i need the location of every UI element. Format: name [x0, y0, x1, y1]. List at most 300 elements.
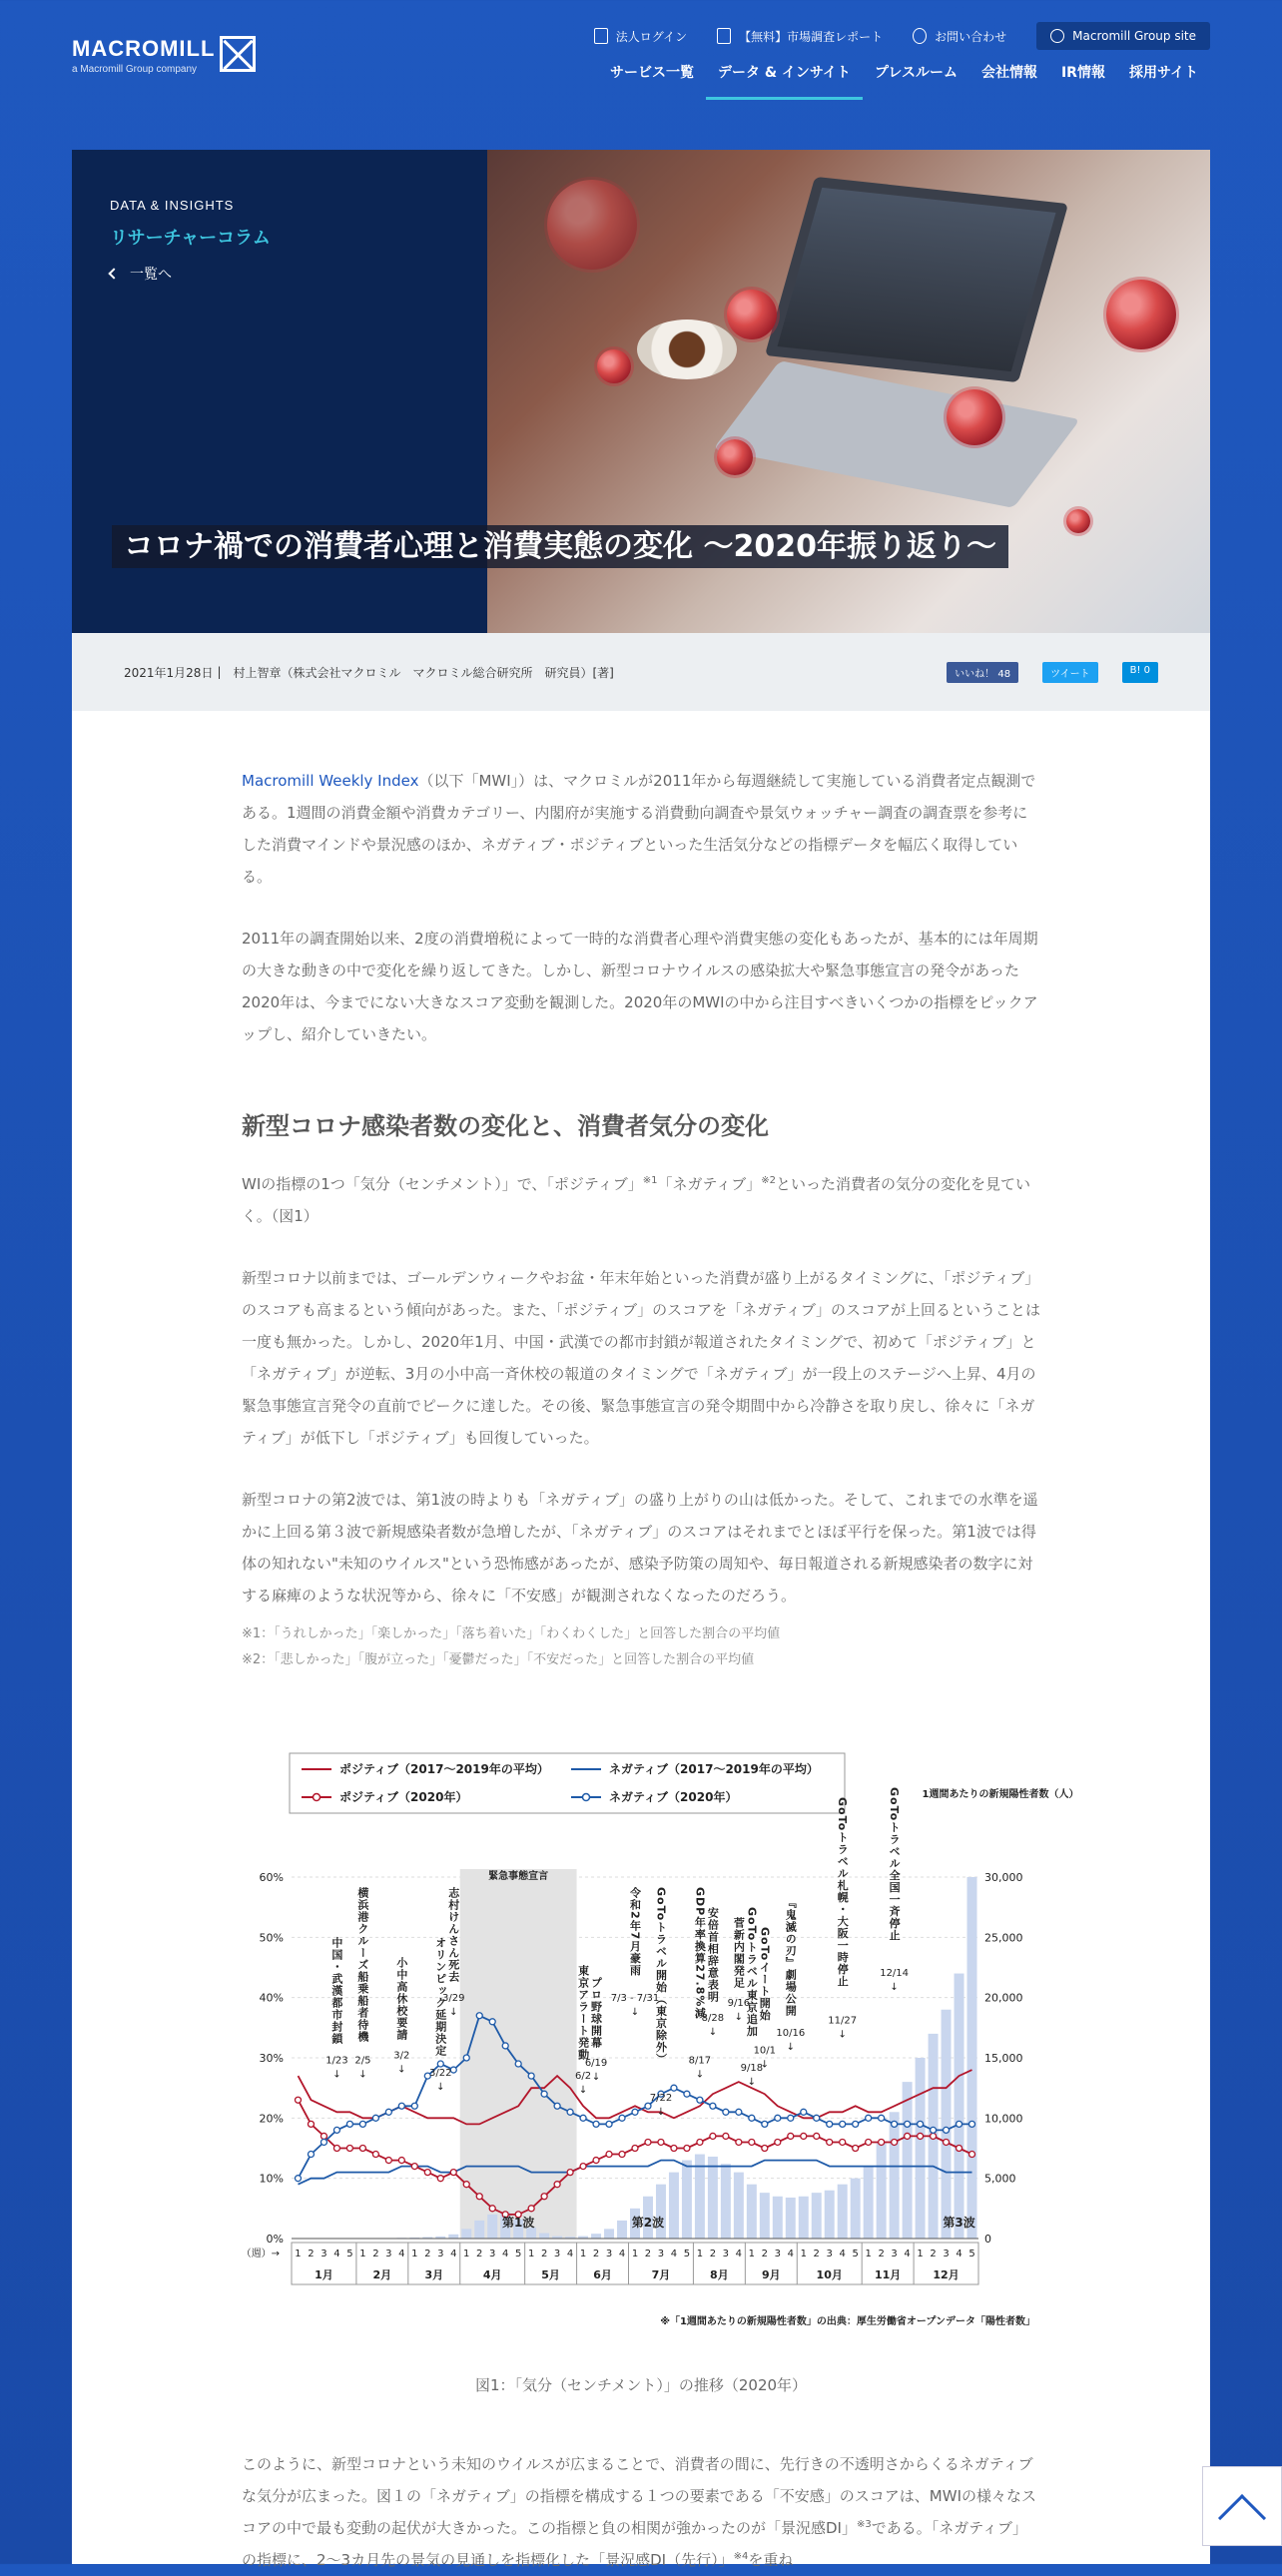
x-week-tick: 2 — [476, 2249, 482, 2259]
report-link[interactable] — [717, 28, 883, 45]
event-annotation-4: 志村けんさん死去 — [447, 1886, 460, 1983]
event-arrow-11: ↓ — [735, 2012, 743, 2023]
x-week-tick: 3 — [943, 2249, 949, 2259]
macromill-logo[interactable] — [72, 36, 215, 75]
event-annotation-14: 『鬼滅の刃』劇場公開 — [784, 1897, 798, 2017]
sentiment-chart — [242, 1747, 1040, 2346]
event-date-7: 7/3 - 7/31 — [611, 1993, 660, 2004]
event-date-0: 1/23 — [325, 2056, 347, 2067]
case-bar — [799, 2197, 809, 2239]
paragraph-6 — [242, 2448, 1040, 2576]
wave-label-0: 第1波 — [502, 2215, 534, 2230]
coffee-cup-illustration — [637, 320, 737, 379]
x-week-tick: 1 — [697, 2249, 703, 2259]
negative-2020-line-point — [411, 2103, 417, 2109]
event-annotation-5: 東京アラート発動 — [577, 1964, 590, 2061]
event-arrow-0: ↓ — [332, 2070, 340, 2081]
nav-recruit[interactable]: 採用サイト — [1117, 62, 1210, 100]
y-right-tick-5: 25,000 — [984, 1931, 1023, 1944]
article-content — [242, 765, 1040, 1673]
x-week-tick: 1 — [463, 2249, 469, 2259]
chart-source-note: ※「1週間あたりの新規陽性者数」の出典：厚生労働省オープンデータ「陽性者数」 — [660, 2314, 1035, 2327]
footnote-ref-4: ※4 — [734, 2551, 749, 2562]
back-to-list-link[interactable] — [110, 264, 172, 284]
negative-2020-line-point — [879, 2115, 885, 2121]
share-buttons — [947, 662, 1158, 683]
virus-illustration — [547, 180, 637, 270]
event-date-9: 8/17 — [689, 2056, 711, 2067]
negative-2020-line-point — [476, 2013, 482, 2019]
footnote-2: ※2：「悲しかった」「腹が立った」「憂鬱だった」「不安だった」と回答した割合の平均値 — [242, 1647, 1040, 1673]
nav-ir[interactable]: IR情報 — [1049, 62, 1117, 100]
case-bar — [617, 2221, 627, 2239]
negative-2020-line-point — [502, 2043, 508, 2049]
hero-category: DATA & INSIGHTS — [110, 198, 234, 213]
x-week-tick: 4 — [956, 2249, 962, 2259]
positive-2020-line-point — [905, 2133, 911, 2139]
negative-2020-line-point — [697, 2097, 703, 2103]
negative-2020-line-point — [554, 2103, 560, 2109]
x-week-tick: 1 — [359, 2249, 365, 2259]
nav-data-insights[interactable]: データ & インサイト — [706, 62, 863, 100]
x-month-tick-9: 10月 — [817, 2268, 843, 2281]
negative-2020-line-point — [333, 2127, 339, 2133]
x-week-tick: 3 — [658, 2249, 664, 2259]
site-header — [0, 0, 1282, 150]
event-arrow-16: ↓ — [890, 1982, 898, 1993]
event-date-3: 3/22 — [429, 2068, 451, 2079]
positive-2020-line-point — [918, 2133, 924, 2139]
negative-2020-line-point — [489, 2019, 495, 2025]
positive-2020-line-point — [827, 2139, 833, 2145]
case-bar — [708, 2157, 718, 2239]
x-week-tick: 3 — [320, 2249, 326, 2259]
tweet-button[interactable]: ツイート — [1042, 662, 1098, 683]
event-date-2: 3/2 — [393, 2051, 409, 2062]
virus-illustration — [1106, 280, 1176, 349]
x-week-tick: 2 — [762, 2249, 768, 2259]
positive-2020-line-point — [944, 2139, 950, 2145]
y-right-tick-1: 5,000 — [984, 2173, 1016, 2186]
event-date-13: 10/1 — [754, 2046, 776, 2057]
paragraph-2: 2011年の調査開始以来、2度の消費増税によって一時的な消費者心理や消費実態の変化もあったが、基本的には年周期の大きな動きの中で変化を繰り返してきた。しかし、新型コロナウイルスの感染拡大や緊急事態宣言の発令があった2020年は、今までにない大きなスコア変動を観測した。2020年のMWIの中から注目すべきいくつかの指標をピックアップし、紹介していきたい。 — [242, 923, 1040, 1050]
positive-2020-line-point — [697, 2139, 703, 2145]
nav-pressroom[interactable]: プレスルーム — [863, 62, 969, 100]
positive-2020-line-point — [437, 2176, 443, 2182]
event-annotation-2: 小中高休校要請 — [395, 1956, 409, 2041]
lock-icon — [594, 28, 608, 44]
case-bar — [734, 2173, 744, 2239]
x-week-tick: 5 — [968, 2249, 974, 2259]
y-left-tick-5: 50% — [260, 1931, 284, 1944]
x-week-tick: 2 — [878, 2249, 884, 2259]
x-week-tick: 5 — [684, 2249, 690, 2259]
x-week-tick: 3 — [385, 2249, 391, 2259]
negative-2020-line-point — [969, 2121, 975, 2127]
negative-2020-line-point — [541, 2091, 547, 2097]
virus-illustration — [717, 439, 753, 475]
positive-2020-line-point — [762, 2146, 768, 2152]
x-week-tick: 3 — [489, 2249, 495, 2259]
x-month-tick-2: 3月 — [424, 2268, 443, 2281]
y-left-tick-1: 10% — [260, 2173, 284, 2186]
event-arrow-7: ↓ — [631, 2007, 639, 2018]
paragraph-6-text-b: である。「ネガティブ」の指標に、2〜3カ月先の景気の見通しを指標化した「景況感DI（先行）」 — [242, 2519, 1027, 2569]
event-arrow-13: ↓ — [761, 2060, 769, 2071]
positive-2020-line-point — [580, 2164, 586, 2170]
y-right-tick-0: 0 — [984, 2233, 991, 2246]
legend-label-2: ポジティブ（2020年） — [339, 1789, 467, 1804]
figure-caption: 図1：「気分（センチメント）」の推移（2020年） — [242, 2374, 1040, 2395]
article-meta: 2021年1月28日 | 村上智章（株式会社マクロミル マクロミル総合研究所 研究員）[著] いいね！ 48 ツイート B! 0 — [72, 633, 1210, 711]
nav-company[interactable]: 会社情報 — [969, 62, 1049, 100]
positive-2020-line-point — [723, 2133, 729, 2139]
positive-2020-line-point — [359, 2146, 365, 2152]
negative-2020-line-point — [762, 2121, 768, 2127]
negative-2020-line-point — [515, 2061, 521, 2067]
event-date-16: 12/14 — [880, 1968, 909, 1979]
x-week-tick: 1 — [295, 2249, 301, 2259]
event-annotation-13: GoToイート開始 — [758, 1927, 771, 2021]
x-week-tick: 2 — [930, 2249, 936, 2259]
positive-2020-line-point — [892, 2139, 898, 2145]
x-month-tick-5: 6月 — [593, 2268, 612, 2281]
positive-2020-line-point — [333, 2146, 339, 2152]
login-link[interactable] — [594, 28, 687, 45]
negative-2020-line-point — [295, 2176, 301, 2182]
back-to-list-label: 一覧へ — [130, 264, 172, 284]
globe-icon — [1050, 29, 1064, 43]
logo-mark-icon — [220, 36, 256, 72]
negative-2020-line-point — [671, 2085, 677, 2091]
virus-illustration — [947, 389, 1002, 445]
positive-2020-line-point — [346, 2146, 352, 2152]
negative-2020-line-point — [775, 2115, 781, 2121]
positive-2020-line-point — [969, 2152, 975, 2158]
positive-2020-line-point — [684, 2146, 690, 2152]
intro-text: （以下「MWI」）は、マクロミルが2011年から毎週継続して実施している消費者定点観測である。1週間の消費金額や消費カテゴリー、内閣府が実施する消費動向調査や景気ウォッチャー調査の調査票を参考にした消費マインドや景況感のほか、ネガティブ・ポジティブといった生活気分などの指標データを幅広く取得している。 — [242, 772, 1035, 886]
negative-2020-line-point — [749, 2115, 755, 2121]
y-right-tick-3: 15,000 — [984, 2052, 1023, 2065]
x-week-tick: 1 — [632, 2249, 638, 2259]
x-week-tick: 3 — [437, 2249, 443, 2259]
positive-2020-line-point — [554, 2182, 560, 2188]
x-week-tick: 2 — [541, 2249, 547, 2259]
event-date-1: 2/5 — [354, 2056, 370, 2067]
negative-2020-line-point — [684, 2091, 690, 2097]
x-month-tick-8: 9月 — [762, 2268, 781, 2281]
hero — [72, 150, 1210, 633]
positive-2020-line-point — [853, 2146, 859, 2152]
x-week-tick: 4 — [736, 2249, 742, 2259]
negative-2020-line-point — [606, 2121, 612, 2127]
x-week-tick: 1 — [528, 2249, 534, 2259]
positive-2020-line-point — [372, 2152, 378, 2158]
negative-2020-line-point — [645, 2103, 651, 2109]
x-month-tick-6: 7月 — [652, 2268, 671, 2281]
negative-2020-line-point — [736, 2109, 742, 2115]
positive-2020-line-point — [424, 2170, 430, 2176]
legend-label-0: ポジティブ（2017〜2019年の平均） — [339, 1761, 549, 1776]
case-bar — [967, 1877, 977, 2239]
global-nav — [598, 62, 1210, 100]
paragraph-3 — [242, 1168, 1040, 1232]
y-right-tick-6: 30,000 — [984, 1871, 1023, 1884]
mwi-link[interactable]: Macromill Weekly Index — [242, 772, 418, 790]
event-arrow-5: ↓ — [579, 2085, 587, 2096]
positive-2020-line-point — [541, 2194, 547, 2200]
x-month-tick-1: 2月 — [373, 2268, 392, 2281]
x-month-tick-3: 4月 — [483, 2268, 502, 2281]
negative-2020-line-point — [372, 2115, 378, 2121]
article-body — [72, 711, 1210, 2564]
x-week-tick: 4 — [788, 2249, 794, 2259]
chevron-left-icon — [108, 268, 119, 279]
x-week-tick: 4 — [904, 2249, 910, 2259]
book-icon — [717, 28, 731, 44]
event-annotation-10: 安倍首相辞意表明 — [706, 1906, 719, 2003]
positive-2020-line-point — [801, 2133, 807, 2139]
positive-2020-line-point — [645, 2139, 651, 2145]
footnote-ref-1: ※1 — [643, 1175, 658, 1186]
positive-2020-line-point — [398, 2158, 404, 2164]
x-week-tick: 3 — [891, 2249, 897, 2259]
paragraph-5: 新型コロナの第2波では、第1波の時よりも「ネガティブ」の盛り上がりの山は低かった。そして、これまでの水準を遥かに上回る第３波で新規感染者数が急増したが、「ネガティブ」のスコアはそれまでとほぼ平行を保った。第1波では得体の知れない"未知のウイルス"という恐怖感があったが、感染予防策の周知や、毎日報道される新規感染者の数字に対する麻痺のような状況等から、徐々に「不安感」が観測されなくなったのだろう。 — [242, 1484, 1040, 1611]
event-arrow-12: ↓ — [748, 2077, 756, 2088]
paragraph-3-text-a: WIの指標の1つ「気分（センチメント）」で、「ポジティブ」 — [242, 1175, 643, 1193]
x-week-tick: 1 — [411, 2249, 417, 2259]
case-bar — [786, 2198, 796, 2239]
x-week-tick: 2 — [645, 2249, 651, 2259]
scroll-to-top-button[interactable] — [1202, 2466, 1282, 2546]
negative-2020-line-point — [710, 2103, 716, 2109]
positive-2020-line-point — [658, 2139, 664, 2145]
negative-2020-line-point — [463, 2055, 469, 2061]
x-week-tick: 5 — [852, 2249, 858, 2259]
group-site-label: Macromill Group site — [1072, 29, 1196, 43]
case-bar — [955, 1974, 964, 2239]
positive-2020-line-point — [879, 2139, 885, 2145]
wave-label-1: 第2波 — [632, 2215, 664, 2230]
virus-illustration — [597, 349, 631, 383]
virus-illustration — [727, 290, 777, 339]
negative-2020-line-point — [593, 2121, 599, 2127]
legend-label-3: ネガティブ（2020年） — [609, 1789, 737, 1804]
x-week-tick: 5 — [515, 2249, 521, 2259]
page-title — [112, 521, 1070, 573]
y-right-label: 1週間あたりの新規陽性者数（人） — [923, 1787, 1079, 1800]
x-week-tick: 2 — [814, 2249, 820, 2259]
publish-date: 2021年1月28日 — [124, 664, 213, 681]
figure-1 — [242, 1747, 1040, 2326]
positive-2020-line-point — [411, 2164, 417, 2170]
case-bar — [539, 2234, 549, 2239]
x-week-tick: 3 — [606, 2249, 612, 2259]
positive-2020-line-point — [736, 2139, 742, 2145]
case-bar — [747, 2185, 757, 2239]
event-annotation-6: プロ野球開幕 — [590, 1976, 603, 2049]
nav-services[interactable]: サービス一覧 — [598, 62, 706, 100]
event-annotation-15: GoToトラベル札幌・大阪一時停止 — [836, 1797, 849, 1987]
x-week-tick: 3 — [775, 2249, 781, 2259]
case-bar — [877, 2142, 887, 2239]
negative-2020-line-point — [359, 2121, 365, 2127]
case-bar — [812, 2193, 822, 2239]
hero-subcategory[interactable]: リサーチャーコラム — [110, 224, 271, 250]
positive-2020-line-point — [840, 2139, 846, 2145]
case-bar — [890, 2112, 900, 2239]
x-week-tick: 4 — [619, 2249, 625, 2259]
case-bar — [448, 2235, 458, 2239]
positive-2020-line-point — [957, 2146, 962, 2152]
positive-2020-line-point — [593, 2158, 599, 2164]
x-month-tick-11: 12月 — [933, 2268, 959, 2281]
legend-label-1: ネガティブ（2017〜2019年の平均） — [609, 1761, 819, 1776]
logo-wordmark: MACROMILL — [72, 36, 215, 62]
x-week-tick: 3 — [723, 2249, 729, 2259]
x-week-tick: 2 — [424, 2249, 430, 2259]
positive-2020-line-point — [619, 2152, 625, 2158]
positive-2020-line-point — [385, 2158, 391, 2164]
case-bar — [773, 2197, 783, 2239]
event-date-15: 11/27 — [828, 2016, 857, 2027]
footnote-ref-2: ※2 — [761, 1175, 776, 1186]
positive-2020-line-point — [671, 2146, 677, 2152]
negative-2020-line-point — [931, 2127, 937, 2133]
x-week-tick: 2 — [593, 2249, 599, 2259]
x-week-tick: 3 — [554, 2249, 560, 2259]
facebook-like-button[interactable]: いいね！ 48 — [947, 662, 1018, 683]
x-week-tick: 2 — [710, 2249, 716, 2259]
positive-2020-line-point — [749, 2139, 755, 2145]
y-left-tick-6: 60% — [260, 1871, 284, 1884]
login-label: 法人ログイン — [616, 28, 687, 45]
paragraph-3-text-c: といった消費者の気分の変化を見ていく。（図1） — [242, 1175, 1030, 1225]
contact-link[interactable] — [913, 28, 1006, 45]
negative-2020-line-point — [320, 2139, 326, 2145]
event-annotation-9: GDP年率換算27.8%減 — [693, 1887, 706, 2019]
x-week-tick: 3 — [827, 2249, 833, 2259]
x-month-tick-7: 8月 — [710, 2268, 729, 2281]
event-annotation-0: 中国・武漢都市封鎖 — [330, 1936, 344, 2045]
positive-2020-line-point — [710, 2133, 716, 2139]
hatena-bookmark-button[interactable]: B! 0 — [1122, 662, 1158, 683]
x-week-tick: 1 — [801, 2249, 807, 2259]
case-bar — [760, 2193, 770, 2239]
negative-2020-line-point — [580, 2115, 586, 2121]
event-date-11: 9/16 — [728, 1998, 750, 2009]
event-date-5: 6/2 — [575, 2071, 591, 2082]
utility-nav — [594, 22, 1210, 50]
case-bar — [487, 2215, 497, 2239]
event-annotation-12: GoToトラベル東京追加 — [745, 1907, 758, 2037]
negative-2020-line-point — [814, 2115, 820, 2121]
x-week-tick: 1 — [580, 2249, 586, 2259]
positive-2020-line-point — [632, 2146, 638, 2152]
positive-2020-line-point — [775, 2139, 781, 2145]
x-week-tick: 4 — [398, 2249, 404, 2259]
case-bar — [604, 2229, 614, 2239]
negative-2020-line-point — [918, 2121, 924, 2127]
negative-2020-line-point — [308, 2152, 314, 2158]
negative-2020-line-point — [840, 2121, 846, 2127]
event-annotation-3: オリンピック延期決定 — [434, 1937, 447, 2057]
author: 村上智章（株式会社マクロミル マクロミル総合研究所 研究員）[著] — [234, 664, 614, 681]
x-week-tick: 1 — [917, 2249, 923, 2259]
negative-2020-line-point — [892, 2121, 898, 2127]
y-left-tick-3: 30% — [260, 2052, 284, 2065]
negative-2020-line-point — [866, 2115, 872, 2121]
footnote-ref-3: ※3 — [857, 2519, 872, 2530]
positive-2020-line-point — [567, 2170, 573, 2176]
negative-2020-line-point — [567, 2109, 573, 2115]
event-arrow-6: ↓ — [592, 2072, 600, 2083]
x-week-tick: 4 — [502, 2249, 508, 2259]
x-month-tick-10: 11月 — [875, 2268, 901, 2281]
positive-2020-line-point — [788, 2133, 794, 2139]
negative-2020-line-point — [346, 2121, 352, 2127]
case-bar — [838, 2185, 848, 2239]
x-week-tick: 1 — [865, 2249, 871, 2259]
legend-marker-3 — [583, 1794, 590, 1801]
negative-2020-line-point — [619, 2115, 625, 2121]
event-arrow-3: ↓ — [436, 2082, 444, 2093]
negative-2020-line-point — [632, 2109, 638, 2115]
x-week-tick: 4 — [671, 2249, 677, 2259]
y-right-tick-4: 20,000 — [984, 1992, 1023, 2005]
negative-2020-line-point — [385, 2109, 391, 2115]
group-site-button[interactable] — [1036, 22, 1210, 50]
paragraph-3-text-b: 「ネガティブ」 — [657, 1175, 761, 1193]
event-arrow-10: ↓ — [709, 2027, 717, 2038]
event-annotation-16: GoToトラベル全国一斉停止 — [888, 1787, 901, 1941]
x-month-tick-0: 1月 — [315, 2268, 333, 2281]
negative-2020-line-point — [957, 2121, 962, 2127]
page-title-text: コロナ禍での消費者心理と消費実態の変化 〜2020年振り返り〜 — [112, 525, 1008, 568]
positive-2020-line-point — [489, 2206, 495, 2212]
x-week-tick: 4 — [840, 2249, 846, 2259]
positive-2020-line-point — [814, 2133, 820, 2139]
x-axis-label: （週）→ — [242, 2248, 280, 2259]
negative-2020-line-point — [853, 2121, 859, 2127]
event-date-14: 10/16 — [776, 2028, 805, 2039]
case-bar — [903, 2082, 913, 2239]
positive-2020-line-point — [295, 2097, 301, 2103]
x-week-tick: 2 — [372, 2249, 378, 2259]
negative-2020-line-point — [437, 2061, 443, 2067]
event-annotation-8: GoToトラベル開始（東京除外） — [654, 1887, 667, 2065]
case-bar — [851, 2179, 861, 2239]
emergency-period-label: 緊急事態宣言 — [488, 1869, 548, 1882]
chat-icon — [913, 28, 927, 44]
x-week-tick: 5 — [346, 2249, 352, 2259]
report-label: 【無料】市場調査レポート — [739, 28, 883, 45]
event-date-8: 7/22 — [650, 2093, 672, 2104]
event-annotation-1: 横浜港クルーズ船乗船者待機 — [356, 1886, 370, 2043]
x-week-tick: 1 — [749, 2249, 755, 2259]
y-left-tick-4: 40% — [260, 1992, 284, 2005]
negative-2020-line-point — [723, 2109, 729, 2115]
event-annotation-11: 菅新内閣発足 — [732, 1916, 745, 1989]
x-month-tick-4: 5月 — [541, 2268, 560, 2281]
case-bar — [591, 2234, 601, 2239]
case-bar — [916, 2058, 926, 2239]
event-arrow-4: ↓ — [449, 2007, 457, 2018]
case-bar — [942, 2010, 952, 2239]
case-bar — [864, 2167, 874, 2239]
positive-2020-line-point — [606, 2152, 612, 2158]
positive-2020-line-point — [476, 2194, 482, 2200]
